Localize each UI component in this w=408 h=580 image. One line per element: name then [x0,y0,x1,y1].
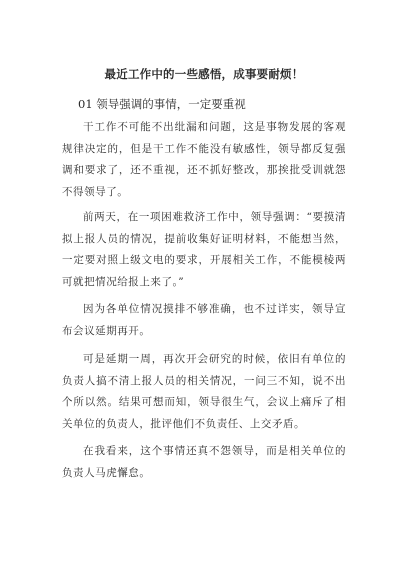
paragraph: 前两天，在一项困难救济工作中，领导强调：“要摸清拟上报人员的情况，提前收集好证明材料，不能想当然，一定要对照上级文电的要求，开展相关工作，不能模棱两可就把情况给报上来了。” [62,211,346,288]
paragraph: 干工作不可能不出纰漏和问题，这是事物发展的客观规律决定的，但是干工作不能没有敏感性，领导都反复强调和要求了，还不重视，还不抓好整改，那挨批受训就怨不得领导了。 [62,121,346,198]
section-heading: 01 领导强调的事情，一定要重视 [78,97,246,111]
paragraph: 可是延期一周，再次开会研究的时候，依旧有单位的负责人搞不清上报人员的相关情况，一问三不知，说不出个所以然。结果可想而知，领导很生气，会议上痛斥了相关单位的负责人，批评他们不负责任、上交矛盾。 [62,353,346,430]
paragraph: 在我看来，这个事情还真不怨领导，而是相关单位的负责人马虎懈怠。 [62,445,346,479]
paragraph: 因为各单位情况摸排不够准确，也不过详实，领导宣布会议延期再开。 [62,303,346,337]
document-title: 最近工作中的一些感悟，成事要耐烦！ [104,67,304,81]
